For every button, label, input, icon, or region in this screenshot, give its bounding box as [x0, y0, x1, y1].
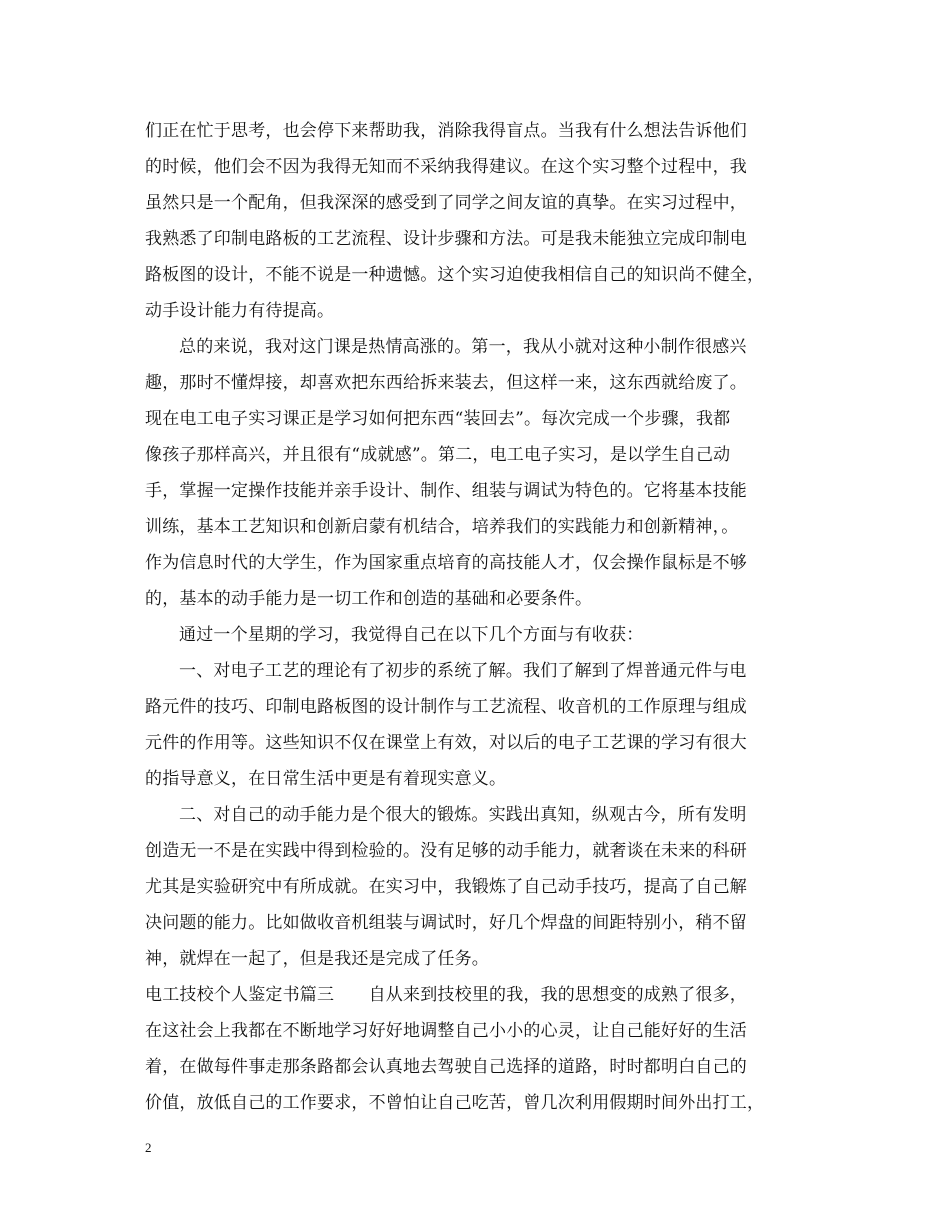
- text-line: 价值，放低自己的工作要求，不曾怕让自己吃苦，曾几次利用假期时间外出打工，: [145, 1093, 765, 1113]
- text-line: 的时候，他们会不因为我得无知而不采纳我得建议。在这个实习整个过程中，我: [145, 157, 747, 177]
- text-line: 趣，那时不懂焊接，却喜欢把东西给拆来装去，但这样一来，这东西就给废了。: [145, 373, 747, 393]
- text-line: 神，就焊在一起了，但是我还是完成了任务。: [145, 949, 489, 969]
- text-line: 像孩子那样高兴，并且很有“成就感”。第二，电工电子实习，是以学生自己动: [145, 445, 731, 465]
- text-line: 在这社会上我都在不断地学习好好地调整自己小小的心灵，让自己能好好的生活: [145, 1021, 747, 1041]
- page-number: 2: [145, 1140, 152, 1155]
- text-line: 动手设计能力有待提高。: [145, 301, 335, 321]
- text-line: 的，基本的动手能力是一切工作和创造的基础和必要条件。: [145, 589, 593, 609]
- text-line: 创造无一不是在实践中得到检验的。没有足够的动手能力，就奢谈在未来的科研: [145, 841, 747, 861]
- paragraph-start: 总的来说，我对这门课是热情高涨的。第一，我从小就对这种小制作很感兴: [179, 337, 747, 357]
- text-line: 路元件的技巧、印制电路板图的设计制作与工艺流程、收音机的工作原理与组成: [145, 697, 747, 717]
- text-line: 路板图的设计，不能不说是一种遗憾。这个实习迫使我相信自己的知识尚不健全，: [145, 265, 765, 285]
- text-line: 我熟悉了印制电路板的工艺流程、设计步骤和方法。可是我未能独立完成印制电: [145, 229, 747, 249]
- text-line: 们正在忙于思考，也会停下来帮助我，消除我得盲点。当我有什么想法告诉他们: [145, 121, 747, 141]
- text-line: 着，在做每件事走那条路都会认真地去驾驶自己选择的道路，时时都明白自己的: [145, 1057, 747, 1077]
- text-line: 虽然只是一个配角，但我深深的感受到了同学之间友谊的真挚。在实习过程中，: [145, 193, 747, 213]
- section-heading-line: 电工技校个人鉴定书篇三 自从来到技校里的我，我的思想变的成熟了很多，: [145, 985, 747, 1005]
- paragraph-start: 通过一个星期的学习，我觉得自己在以下几个方面与有收获：: [179, 625, 644, 645]
- text-line: 现在电工电子实习课正是学习如何把东西“装回去”。每次完成一个步骤，我都: [145, 409, 731, 429]
- text-line: 作为信息时代的大学生，作为国家重点培育的高技能人才，仅会操作鼠标是不够: [145, 553, 747, 573]
- text-line: 手，掌握一定操作技能并亲手设计、制作、组装与调试为特色的。它将基本技能: [145, 481, 747, 501]
- text-line: 尤其是实验研究中有所成就。在实习中，我锻炼了自己动手技巧，提高了自己解: [145, 877, 747, 897]
- text-line: 训练，基本工艺知识和创新启蒙有机结合，培养我们的实践能力和创新精神，。: [145, 517, 739, 537]
- paragraph-start: 二、对自己的动手能力是个很大的锻炼。实践出真知，纵观古今，所有发明: [179, 805, 747, 825]
- text-line: 元件的作用等。这些知识不仅在课堂上有效，对以后的电子工艺课的学习有很大: [145, 733, 747, 753]
- paragraph-start: 一、对电子工艺的理论有了初步的系统了解。我们了解到了焊普通元件与电: [179, 661, 747, 681]
- text-line: 的指导意义，在日常生活中更是有着现实意义。: [145, 769, 507, 789]
- text-line: 决问题的能力。比如做收音机组装与调试时，好几个焊盘的间距特别小，稍不留: [145, 913, 747, 933]
